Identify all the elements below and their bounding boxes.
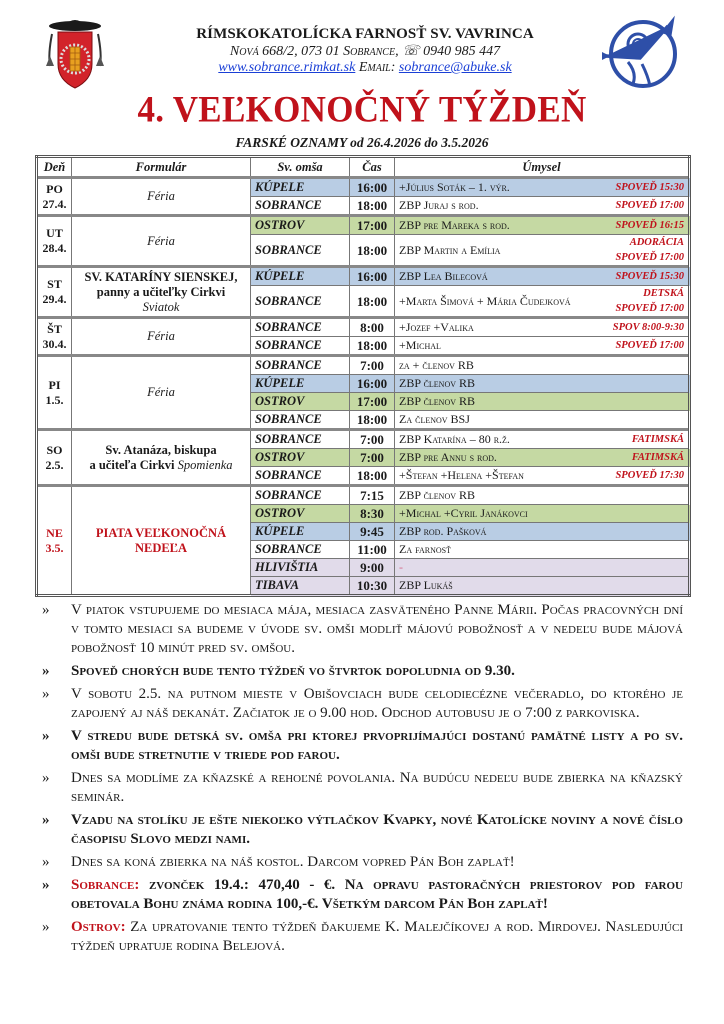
mass-schedule-table: [35, 155, 691, 597]
mass-location: OSTROV: [251, 505, 350, 523]
day-name: PI: [48, 377, 61, 392]
mass-time: 10:30: [350, 577, 395, 596]
mass-intention: ZBP Katarína – 80 r.ž.: [395, 430, 581, 449]
mass-intention: Za farnosť: [395, 541, 690, 559]
mass-note: ADORÁCIA: [629, 237, 684, 248]
mass-location: TIBAVA: [251, 577, 350, 596]
day-date: 27.4.: [42, 196, 67, 211]
mass-location: SOBRANCE: [251, 411, 350, 430]
confession-note-cell: [580, 337, 690, 356]
mass-intention: ZBP členov RB: [395, 375, 581, 393]
mass-location: SOBRANCE: [251, 467, 350, 486]
confession-note-cell: [580, 411, 690, 430]
day-date: 1.5.: [45, 392, 64, 407]
announcement-label: Ostrov:: [71, 919, 126, 935]
day-date: 30.4.: [42, 336, 67, 351]
mass-note: DETSKÁ: [643, 288, 684, 299]
day-name: ŠT: [47, 321, 62, 336]
mass-time: 17:00: [350, 393, 395, 411]
bullet-icon: »: [42, 728, 50, 744]
mass-time: 16:00: [350, 375, 395, 393]
table-header-row: [37, 157, 690, 178]
confession-note-cell: [580, 216, 690, 235]
liturgy-rank: Sviatok: [142, 299, 180, 314]
table-row: [37, 216, 690, 235]
mass-time: 16:00: [350, 178, 395, 197]
mass-intention: +Július Soták – 1. výr.: [395, 178, 581, 197]
mass-location: KÚPELE: [251, 375, 350, 393]
mass-intention: ZBP Lukáš: [395, 577, 690, 596]
mass-note: FATIMSKÁ: [631, 434, 684, 445]
announcement-item: » Vzadu na stolíku je ešte niekoľko výtlačkov Kvapky, nové Katolícke noviny a nové číslo časopisu Slovo medzi nami.: [42, 812, 683, 847]
mass-location: SOBRANCE: [251, 337, 350, 356]
mass-time: 9:45: [350, 523, 395, 541]
day-cell: [37, 486, 72, 596]
mass-location: SOBRANCE: [251, 318, 350, 337]
liturgy-cell: [72, 178, 251, 216]
mass-location: OSTROV: [251, 393, 350, 411]
bullet-icon: »: [42, 854, 50, 870]
liturgy-rank: Féria: [147, 189, 175, 203]
day-date: 28.4.: [42, 241, 67, 255]
announcement-item: » Sobrance: zvonček 19.4.: 470,40 - €. Na opravu pastoračných priestorov pod farou obetovala Bohu známa rodina 100,-€. Všetkým darcom Pán Boh zaplať!: [42, 877, 683, 912]
mass-location: SOBRANCE: [251, 356, 350, 375]
mass-time: 8:30: [350, 505, 395, 523]
mass-note-2: SPOVEĎ 17:00: [615, 252, 684, 263]
bullet-icon: »: [42, 770, 50, 786]
col-header-mass: Sv. omša: [251, 157, 350, 178]
announcement-item: » V piatok vstupujeme do mesiaca mája, mesiaca zasväteného Panne Márii. Počas pracovných dní v tomto mesiaci sa budeme v úvode sv. omši modliť májovú pobožnosť a v nedeľu bude májová pobožnosť 10 minút pred sv. omšou.: [42, 602, 683, 656]
phone-icon: ☏: [402, 44, 420, 59]
liturgy-cell: [72, 318, 251, 356]
mass-intention: ZBP pre Annu s rod.: [395, 449, 581, 467]
day-name: PO: [46, 181, 63, 196]
day-date: 3.5.: [45, 540, 64, 555]
confession-note-cell: [580, 430, 690, 449]
day-cell: [37, 318, 72, 356]
liturgy-cell: [72, 430, 251, 486]
announcement-item: » Dnes sa koná zbierka na náš kostol. Darcom vopred Pán Boh zaplať!: [42, 854, 515, 870]
bullet-icon: »: [42, 812, 50, 828]
announcement-item: » V stredu bude detská sv. omša pri ktorej prvoprijímajúci dostanú pamätné listy a po sv. omši bude stretnutie v triede pod farou.: [42, 728, 683, 763]
confession-note-cell: [580, 375, 690, 393]
liturgy-cell: [72, 356, 251, 430]
mass-intention: +Štefan +Helena +Štefan: [395, 467, 581, 486]
liturgy-rank: Féria: [147, 385, 175, 399]
mass-location: KÚPELE: [251, 178, 350, 197]
liturgy-title-2: a učiteľa Cirkvi: [89, 457, 175, 472]
mass-note: FATIMSKÁ: [631, 452, 684, 463]
liturgy-rank: Féria: [147, 233, 175, 248]
bullet-icon: »: [42, 686, 50, 702]
announcements-list: [38, 601, 683, 960]
table-row: [37, 430, 690, 449]
mass-intention: +Marta Šimová + Mária Čudejková: [395, 286, 581, 318]
mass-intention: ZBP Juraj s rod.: [395, 197, 581, 216]
table-row: [37, 178, 690, 197]
announcement-item: » Ostrov: Za upratovanie tento týždeň ďakujeme K. Malejčíkovej a rod. Mirdovej. Nasledujúci týždeň upratuje rodina Belejová.: [42, 919, 683, 954]
email-label: Email:: [358, 60, 396, 75]
confession-note-cell: [580, 267, 690, 286]
mass-intention: ZBP pre Mareka s rod.: [395, 216, 581, 235]
day-cell: [37, 267, 72, 318]
mass-note: SPOV 8:00-9:30: [612, 322, 684, 333]
mass-location: SOBRANCE: [251, 235, 350, 267]
page-subtitle: FARSKÉ OZNAMY od 26.4.2026 do 3.5.2026: [235, 135, 489, 150]
parish-coat-of-arms-icon: [40, 14, 110, 94]
liturgy-title: SV. KATARÍNY SIENSKEJ,: [84, 269, 238, 284]
email-link[interactable]: sobrance@abuke.sk: [398, 60, 512, 75]
saint-lawrence-emblem-icon: [598, 14, 688, 94]
mass-location: HLIVIŠTIA: [251, 559, 350, 577]
mass-location: SOBRANCE: [251, 541, 350, 559]
address-text: Nová 668/2, 073 01 Sobrance,: [229, 44, 399, 59]
announcement-item: » Spoveď chorých bude tento týždeň vo štvrtok dopoludnia od 9.30.: [42, 663, 515, 679]
liturgy-title-2: panny a učiteľky Cirkvi: [96, 284, 226, 299]
liturgy-cell: [72, 267, 251, 318]
page-title: 4. VEĽKONOČNÝ TÝŽDEŇ: [137, 89, 587, 130]
confession-note-cell: [580, 235, 690, 267]
liturgy-rank: Féria: [147, 329, 175, 343]
mass-time: 9:00: [350, 559, 395, 577]
mass-time: 18:00: [350, 411, 395, 430]
day-name: NE: [46, 525, 63, 540]
table-row: [37, 267, 690, 286]
mass-time: 18:00: [350, 337, 395, 356]
confession-note-cell: [580, 467, 690, 486]
mass-intention: +Jozef +Valika: [395, 318, 581, 337]
mass-note: SPOVEĎ 15:30: [615, 182, 684, 193]
col-header-time: Čas: [350, 157, 395, 178]
mass-time: 7:00: [350, 449, 395, 467]
mass-location: KÚPELE: [251, 523, 350, 541]
mass-time: 16:00: [350, 267, 395, 286]
announcement-label: Sobrance:: [71, 877, 140, 893]
confession-note-cell: [580, 393, 690, 411]
mass-time: 11:00: [350, 541, 395, 559]
mass-location: SOBRANCE: [251, 486, 350, 505]
day-cell: [37, 216, 72, 267]
mass-intention: ZBP Martin a Emília: [395, 235, 581, 267]
confession-note-cell: [580, 286, 690, 318]
table-row: [37, 318, 690, 337]
day-name: ST: [47, 277, 62, 291]
mass-location: SOBRANCE: [251, 430, 350, 449]
day-cell: [37, 356, 72, 430]
day-name: UT: [46, 226, 63, 240]
col-header-day: Deň: [37, 157, 72, 178]
col-header-intent: Úmysel: [395, 157, 690, 178]
bullet-icon: »: [42, 919, 50, 935]
day-cell: [37, 178, 72, 216]
liturgy-title-line2: [76, 285, 246, 300]
liturgy-cell: [72, 486, 251, 596]
col-header-form: Formulár: [72, 157, 251, 178]
table-row: [37, 486, 690, 505]
bullet-icon: »: [42, 877, 50, 893]
mass-intention: ZBP Lea Bilecová: [395, 267, 581, 286]
mass-intention: ZBP členov RB: [395, 393, 581, 411]
bullet-icon: »: [42, 663, 50, 679]
mass-time: 17:00: [350, 216, 395, 235]
mass-intention: Za členov BSJ: [395, 411, 581, 430]
announcement-item: » V sobotu 2.5. na putnom mieste v Obišovciach bude celodiecézne večeradlo, do ktorého je zapojený aj náš dekanát. Začiatok je o 9.00 hod. Odchod autobusu je o 7:00 z parkoviska.: [42, 686, 683, 721]
confession-note-cell: [580, 197, 690, 216]
mass-time: 18:00: [350, 197, 395, 216]
table-row: [37, 356, 690, 375]
confession-note-cell: [580, 356, 690, 375]
mass-note-2: SPOVEĎ 17:00: [615, 303, 684, 314]
liturgy-title-line2: [76, 458, 246, 473]
mass-time: 18:00: [350, 235, 395, 267]
parish-name: RÍMSKOKATOLÍCKA FARNOSŤ SV. VAVRINCA: [196, 26, 534, 42]
day-cell: [37, 430, 72, 486]
liturgy-title: Sv. Atanáza, biskupa: [105, 442, 217, 457]
confession-note-cell: [580, 318, 690, 337]
mass-time: 7:00: [350, 356, 395, 375]
mass-intention: +Michal: [395, 337, 581, 356]
mass-time: 18:00: [350, 286, 395, 318]
mass-note: SPOVEĎ 17:30: [615, 470, 684, 481]
mass-note: SPOVEĎ 15:30: [615, 271, 684, 282]
announcement-item: » Dnes sa modlíme za kňazské a rehoľné povolania. Na budúcu nedeľu bude zbierka na kňazský seminár.: [42, 770, 683, 805]
mass-location: SOBRANCE: [251, 197, 350, 216]
parish-contacts: [130, 60, 600, 76]
parish-address: [130, 43, 600, 60]
mass-time: 18:00: [350, 467, 395, 486]
mass-location: KÚPELE: [251, 267, 350, 286]
mass-intention: za + členov RB: [395, 356, 581, 375]
website-link[interactable]: www.sobrance.rimkat.sk: [218, 60, 356, 75]
liturgy-rank: Spomienka: [177, 457, 233, 472]
confession-note-cell: [580, 449, 690, 467]
mass-intention: -: [395, 559, 690, 577]
mass-time: 8:00: [350, 318, 395, 337]
mass-time: 7:15: [350, 486, 395, 505]
day-date: 29.4.: [42, 292, 67, 306]
mass-intention: +Michal +Cyril Janákovci: [395, 505, 690, 523]
day-name: SO: [46, 442, 63, 457]
mass-location: OSTROV: [251, 216, 350, 235]
liturgy-cell: [72, 216, 251, 267]
liturgy-title-line2: [76, 541, 246, 556]
phone-number: 0940 985 447: [423, 44, 501, 59]
mass-note: SPOVEĎ 17:00: [615, 200, 684, 211]
bullet-icon: »: [42, 602, 50, 618]
mass-note: SPOVEĎ 16:15: [615, 220, 684, 231]
mass-intention: ZBP členov RB: [395, 486, 690, 505]
liturgy-title-2: NEDEĽA: [134, 540, 188, 555]
liturgy-title: PIATA VEĽKONOČNÁ: [95, 525, 227, 540]
mass-time: 7:00: [350, 430, 395, 449]
confession-note-cell: [580, 178, 690, 197]
mass-note: SPOVEĎ 17:00: [615, 340, 684, 351]
mass-intention: ZBP rod. Pašková: [395, 523, 690, 541]
mass-location: OSTROV: [251, 449, 350, 467]
mass-location: SOBRANCE: [251, 286, 350, 318]
day-date: 2.5.: [45, 457, 64, 472]
